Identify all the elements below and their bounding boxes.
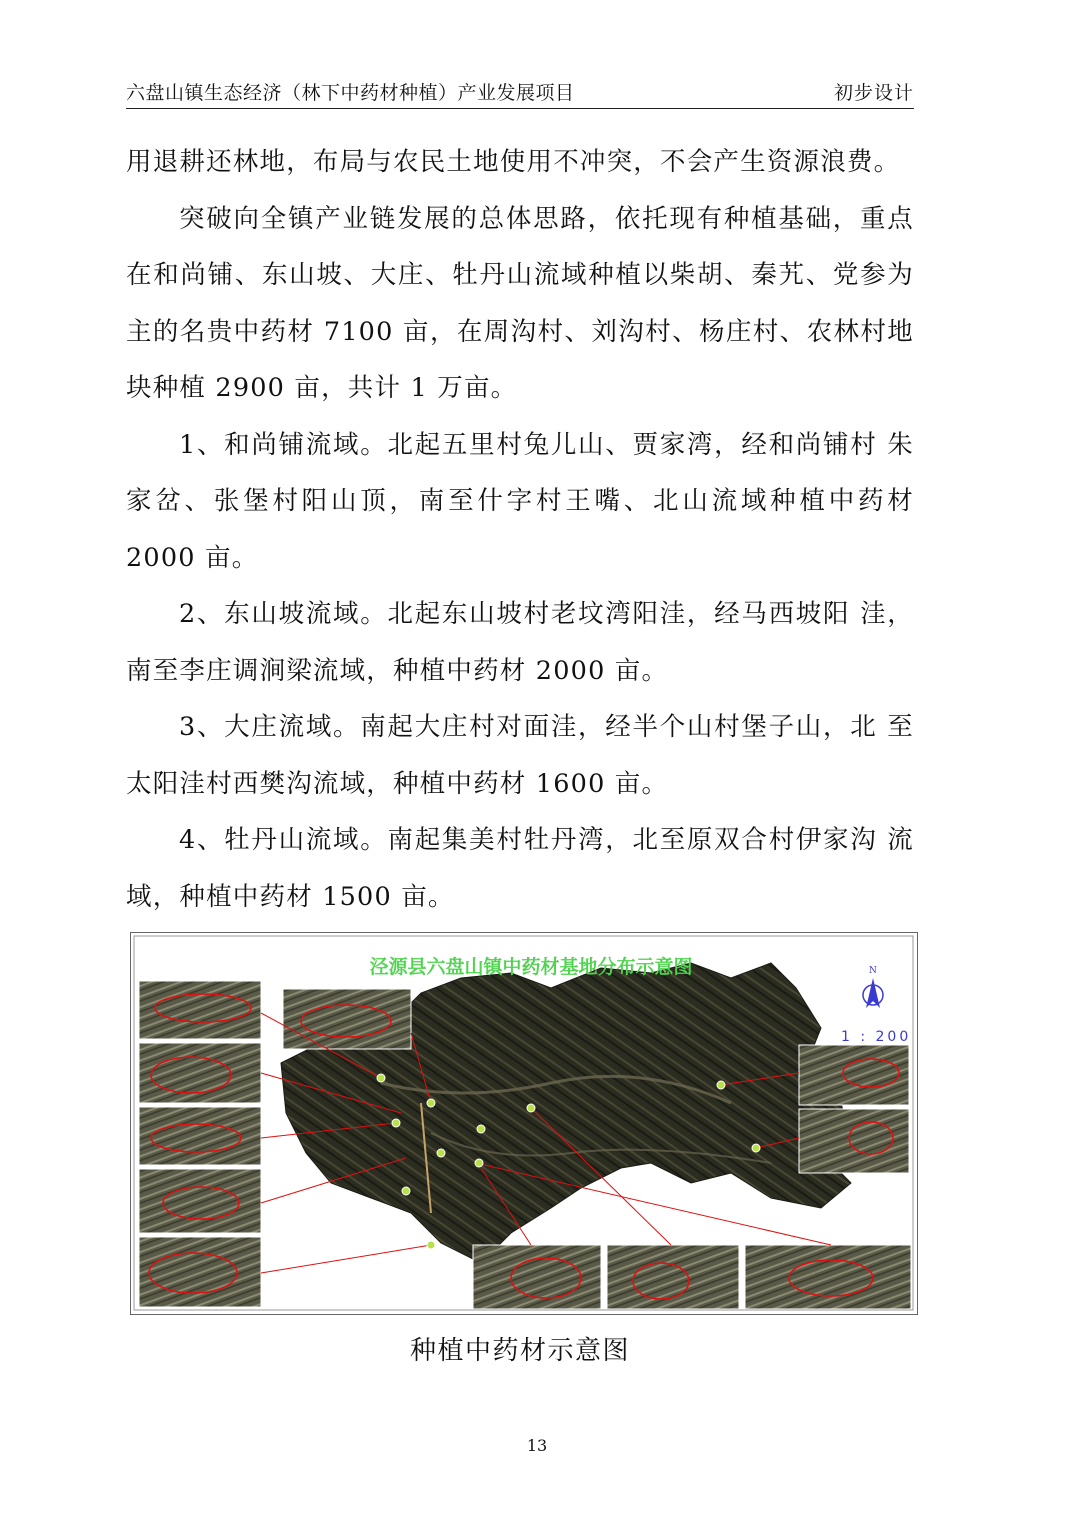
document-title: 六盘山镇生态经济（林下中药材种植）产业发展项目 — [126, 82, 575, 104]
page-number: 13 — [526, 1436, 548, 1455]
section-label: 初步设计 — [833, 82, 914, 104]
page-header — [126, 76, 914, 109]
left-inset-images — [139, 981, 261, 1307]
herb-base-distribution-map — [130, 932, 918, 1315]
bottom-inset-images — [473, 1245, 911, 1309]
north-arrow-icon — [863, 966, 883, 1008]
map-image — [131, 933, 916, 1313]
paragraph: 4、牡丹山流域。南起集美村牡丹湾，北至原双合村伊家沟 流域，种植中药材 1500 亩。 — [126, 825, 914, 912]
paragraph: 突破向全镇产业链发展的总体思路，依托现有种植基础，重点在和尚铺、东山坡、大庄、牡丹山流域种植以柴胡、秦艽、党参为主的名贵中药材 7100 亩，在周沟村、刘沟村、杨庄村、农林村地块种植 2900 亩，共计 1 万亩。 — [126, 203, 914, 403]
map-title: 泾源县六盘山镇中药材基地分布示意图 — [369, 957, 693, 978]
north-label: N — [869, 966, 877, 976]
paragraph: 3、大庄流域。南起大庄村对面洼，经半个山村堡子山，北 至太阳洼村西樊沟流域，种植中药材 1600 亩。 — [126, 712, 914, 799]
map-scale: 1 : 200 — [841, 1029, 912, 1045]
paragraph: 2、东山坡流域。北起东山坡村老坟湾阳洼，经马西坡阳 洼，南至李庄调涧梁流域，种植中药材 2000 亩。 — [126, 599, 914, 686]
paragraph: 1、和尚铺流域。北起五里村兔儿山、贾家湾，经和尚铺村 朱家岔、张堡村阳山顶，南至什字村王嘴、北山流域种植中药材 2000 亩。 — [126, 429, 914, 573]
figure-caption: 种植中药材示意图 — [409, 1336, 630, 1366]
paragraph: 用退耕还林地，布局与农民土地使用不冲突，不会产生资源浪费。 — [126, 147, 901, 177]
top-inset-image — [283, 989, 411, 1049]
right-inset-images — [799, 1045, 909, 1173]
body-text — [126, 134, 914, 925]
